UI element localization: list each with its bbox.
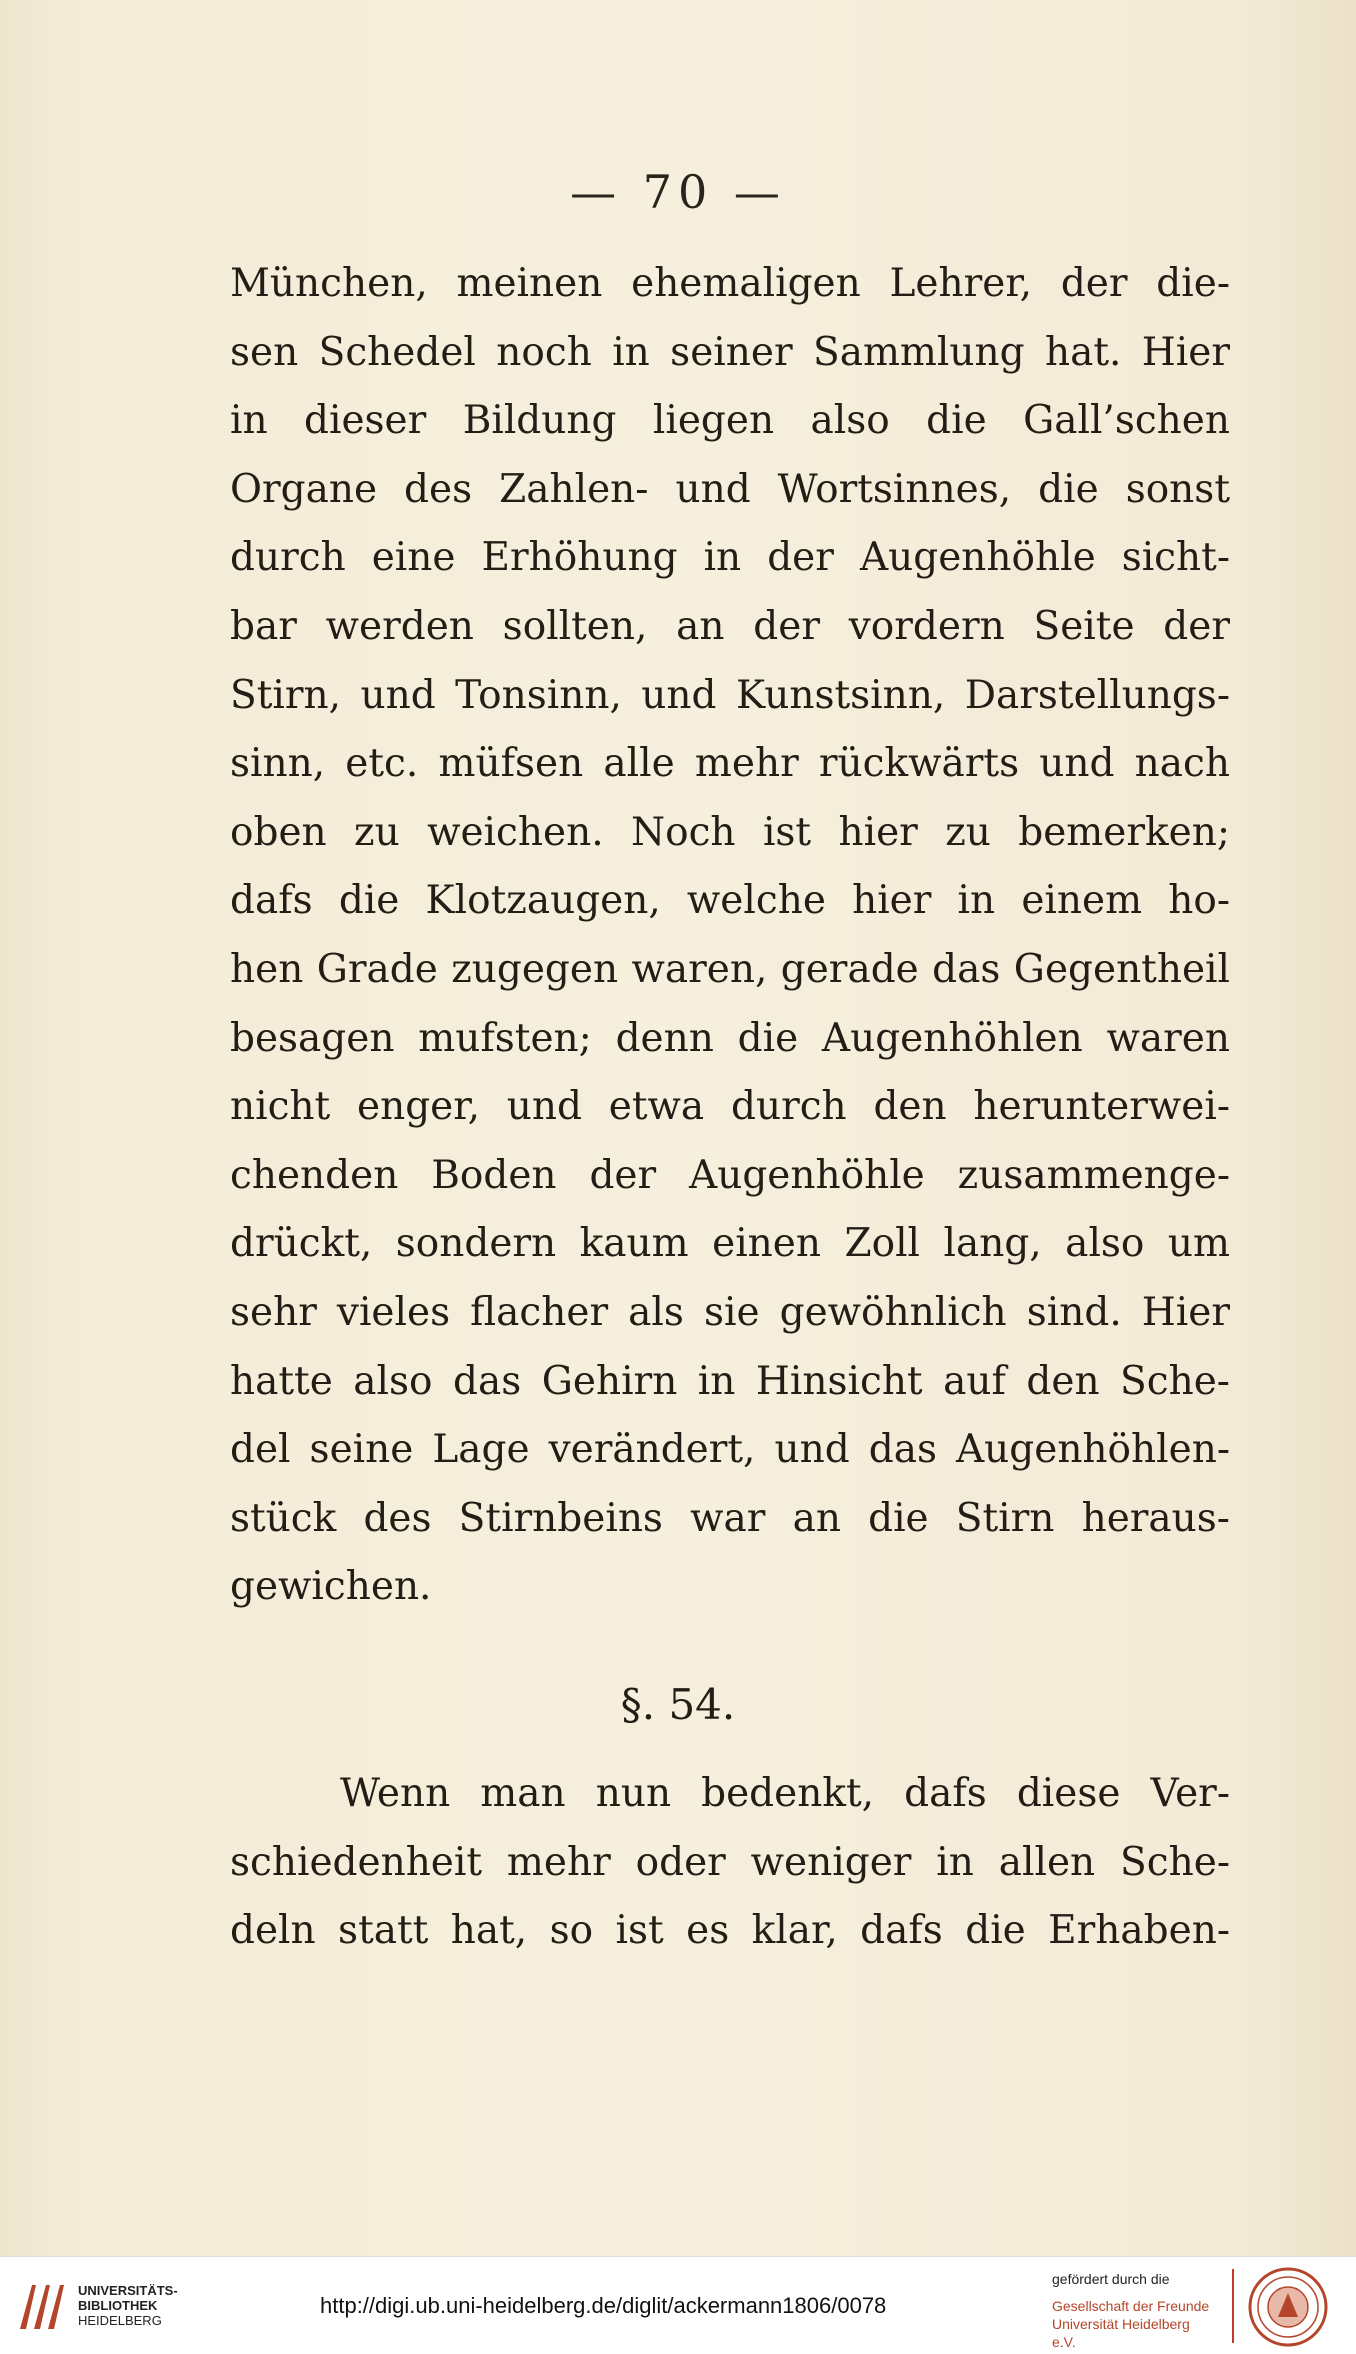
text-line: bar werden sollten, an der vordern Seite der — [230, 603, 1230, 649]
text-line: Wenn man nun bedenkt, dafs diese Ver- — [340, 1771, 1230, 1816]
university-seal-icon — [1248, 2267, 1328, 2347]
library-name-line: HEIDELBERG — [78, 2313, 162, 2328]
sponsor-name: Gesellschaft der Freunde — [1052, 2298, 1210, 2314]
page-number: — 70 — — [570, 165, 786, 219]
text-line: hen Grade zugegen waren, gerade das Gegentheil — [230, 946, 1230, 992]
sponsor-label: gefördert durch die — [1052, 2271, 1170, 2287]
body-text — [230, 250, 1230, 1622]
section-heading: §. 54. — [620, 1680, 736, 1729]
text-line: in dieser Bildung liegen also die Gall’schen — [230, 398, 1230, 444]
text-line: del seine Lage verändert, und das Augenhöhlen- — [230, 1427, 1230, 1473]
text-line: dafs die Klotzaugen, welche hier in einem ho- — [230, 878, 1230, 924]
section-paragraph — [230, 1760, 1230, 1966]
text-line: oben zu weichen. Noch ist hier zu bemerken; — [230, 809, 1230, 855]
library-name-line: BIBLIOTHEK — [78, 2298, 158, 2313]
text-line: gewichen. — [230, 1564, 432, 1610]
text-line: nicht enger, und etwa durch den herunterwei- — [230, 1084, 1230, 1130]
text-line: Organe des Zahlen- und Wortsinnes, die sonst — [230, 466, 1230, 512]
text-line: Stirn, und Tonsinn, und Kunstsinn, Darstellungs- — [230, 672, 1230, 718]
text-line: hatte also das Gehirn in Hinsicht auf den Sche- — [230, 1358, 1230, 1404]
permalink-url[interactable]: http://digi.ub.uni-heidelberg.de/diglit/ackermann1806/0078 — [320, 2293, 887, 2318]
text-line: München, meinen ehemaligen Lehrer, der die- — [230, 261, 1230, 306]
text-line: durch eine Erhöhung in der Augenhöhle sicht- — [230, 535, 1230, 581]
library-name-line: UNIVERSITÄTS- — [78, 2283, 178, 2298]
text-line: stück des Stirnbeins war an die Stirn heraus- — [230, 1495, 1230, 1541]
library-logo-icon — [14, 2277, 70, 2337]
footer-divider — [1232, 2269, 1234, 2343]
text-line: schiedenheit mehr oder weniger in allen Sche- — [230, 1839, 1230, 1885]
text-line: sehr vieles flacher als sie gewöhnlich sind. Hier — [230, 1289, 1230, 1335]
text-line: sinn, etc. müfsen alle mehr rückwärts und nach — [230, 741, 1230, 787]
footer-bar — [0, 2256, 1356, 2354]
sponsor-block — [1052, 2271, 1212, 2351]
library-name — [78, 2283, 178, 2328]
text-line: chenden Boden der Augenhöhle zusammenge- — [230, 1152, 1230, 1198]
text-line: deln statt hat, so ist es klar, dafs die Erhaben- — [230, 1908, 1230, 1954]
text-line: besagen mufsten; denn die Augenhöhlen waren — [230, 1015, 1230, 1061]
text-line: drückt, sondern kaum einen Zoll lang, also um — [230, 1221, 1230, 1267]
sponsor-name: Universität Heidelberg e.V. — [1052, 2316, 1190, 2350]
text-line: sen Schedel noch in seiner Sammlung hat. Hier — [230, 329, 1230, 375]
